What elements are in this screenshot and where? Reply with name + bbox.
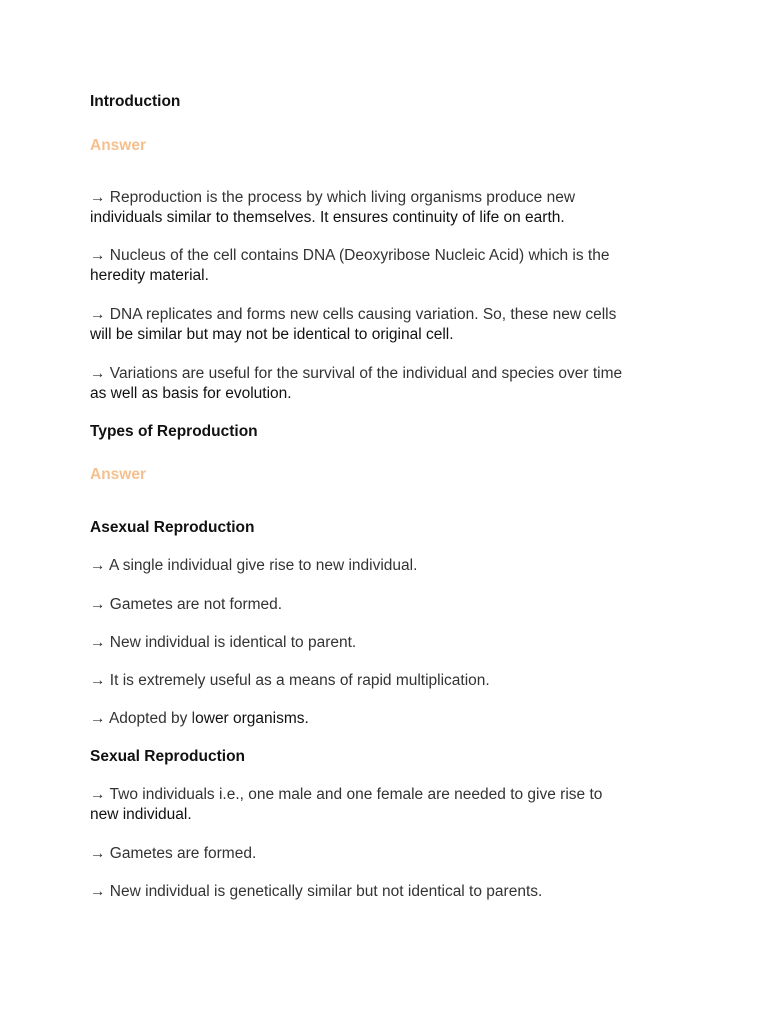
asexual-point <box>90 595 690 615</box>
intro-paragraph <box>90 246 690 286</box>
sexual-point <box>90 844 690 864</box>
answer-label: Answer <box>90 466 146 483</box>
paragraph-lead: → Nucleus of the cell contains DNA (Deoxyribose Nucleic Acid) which is the <box>90 247 610 264</box>
point-text: → Gametes are not formed. <box>90 596 283 613</box>
sexual-point <box>90 882 690 902</box>
point-rest: ower organisms. <box>195 710 309 727</box>
section-heading-introduction: Introduction <box>90 93 181 110</box>
paragraph-lead: → DNA replicates and forms new cells causing variation. So, these new cells <box>90 306 617 323</box>
paragraph-rest: as well as basis for evolution. <box>90 385 292 402</box>
point-text: → It is extremely useful as a means of rapid multiplication. <box>90 672 490 689</box>
answer-label: Answer <box>90 137 146 154</box>
point-lead: → Adopted by l <box>90 710 196 727</box>
point-text: → New individual is identical to parent. <box>90 634 357 651</box>
point-rest: new individual. <box>90 806 192 823</box>
point-text: → A single individual give rise to new individual. <box>90 557 418 574</box>
paragraph-lead: → Reproduction is the process by which living organisms produce new <box>90 189 576 206</box>
point-lead: → Two individuals i.e., one male and one female are needed to give rise to <box>90 786 603 803</box>
intro-paragraph <box>90 188 690 228</box>
paragraph-rest: will be similar but may not be identical to original cell. <box>90 326 454 343</box>
asexual-point <box>90 709 690 729</box>
point-text: → New individual is genetically similar but not identical to parents. <box>90 883 543 900</box>
sexual-point <box>90 785 690 825</box>
subheading-asexual: Asexual Reproduction <box>90 519 255 536</box>
paragraph-lead: → Variations are useful for the survival of the individual and species over time <box>90 365 623 382</box>
intro-paragraph <box>90 305 690 345</box>
intro-paragraph <box>90 364 690 404</box>
subheading-sexual: Sexual Reproduction <box>90 748 246 765</box>
section-heading-types: Types of Reproduction <box>90 423 258 440</box>
point-text: → Gametes are formed. <box>90 845 257 862</box>
paragraph-rest: individuals similar to themselves. It ensures continuity of life on earth. <box>90 209 565 226</box>
asexual-point <box>90 556 690 576</box>
asexual-point <box>90 633 690 653</box>
asexual-point <box>90 671 690 691</box>
paragraph-rest: heredity material. <box>90 267 209 284</box>
